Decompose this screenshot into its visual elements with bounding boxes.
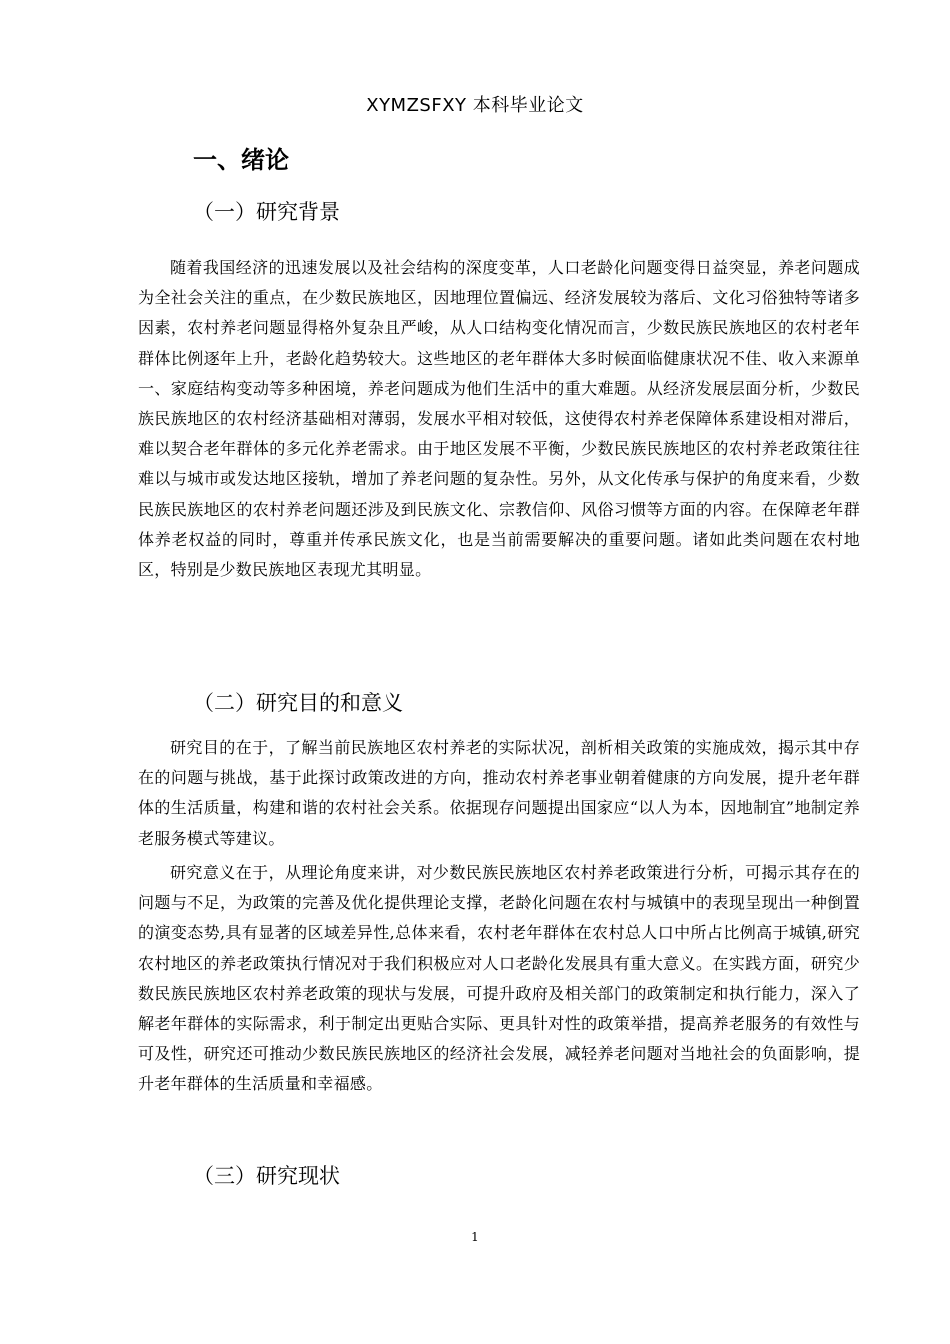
chapter-title: 一、绪论 [193,146,289,174]
section-heading-status: （三）研究现状 [193,1164,340,1188]
paragraph-background: 随着我国经济的迅速发展以及社会结构的深度变革，人口老龄化问题变得日益突显，养老问题成为全社会关注的重点，在少数民族地区，因地理位置偏远、经济发展较为落后、文化习俗独特等诸多因素，农村养老问题显得格外复杂且严峻，从人口结构变化情况而言，少数民族民族地区的农村老年群体比例逐年上升，老龄化趋势较大。这些地区的老年群体大多时候面临健康状况不佳、收入来源单一、家庭结构变动等多种困境，养老问题成为他们生活中的重大难题。从经济发展层面分析，少数民族民族地区的农村经济基础相对薄弱，发展水平相对较低，这使得农村养老保障体系建设相对滞后，难以契合老年群体的多元化养老需求。由于地区发展不平衡，少数民族民族地区的农村养老政策往往难以与城市或发达地区接轨，增加了养老问题的复杂性。另外，从文化传承与保护的角度来看，少数民族民族地区的农村养老问题还涉及到民族文化、宗教信仰、风俗习惯等方面的内容。在保障老年群体养老权益的同时，尊重并传承民族文化，也是当前需要解决的重要问题。诸如此类问题在农村地区，特别是少数民族地区表现尤其明显。 [138,258,860,580]
paragraph-significance: 研究意义在于，从理论角度来讲，对少数民族民族地区农村养老政策进行分析，可揭示其存在的问题与不足，为政策的完善及优化提供理论支撑，老龄化问题在农村与城镇中的表现呈现出一种倒置的演变态势,具有显著的区域差异性,总体来看，农村老年群体在农村总人口中所占比例高于城镇,研究农村地区的养老政策执行情况对于我们积极应对人口老龄化发展具有重大意义。在实践方面，研究少数民族民族地区农村养老政策的现状与发展，可提升政府及相关部门的政策制定和执行能力，深入了解老年群体的实际需求，利于制定出更贴合实际、更具针对性的政策举措，提高养老服务的有效性与可及性，研究还可推动少数民族民族地区的经济社会发展，减轻养老问题对当地社会的负面影响，提升老年群体的生活质量和幸福感。 [138,863,860,1094]
page-number: 1 [471,1230,479,1244]
running-header: XYMZSFXY 本科毕业论文 [366,95,584,116]
section-heading-background: （一）研究背景 [193,200,340,224]
section-heading-purpose: （二）研究目的和意义 [193,691,403,715]
paragraph-purpose: 研究目的在于，了解当前民族地区农村养老的实际状况，剖析相关政策的实施成效，揭示其中存在的问题与挑战，基于此探讨政策改进的方向，推动农村养老事业朝着健康的方向发展，提升老年群体的生活质量，构建和谐的农村社会关系。依据现存问题提出国家应“以人为本，因地制宜”地制定养老服务模式等建议。 [138,738,860,848]
